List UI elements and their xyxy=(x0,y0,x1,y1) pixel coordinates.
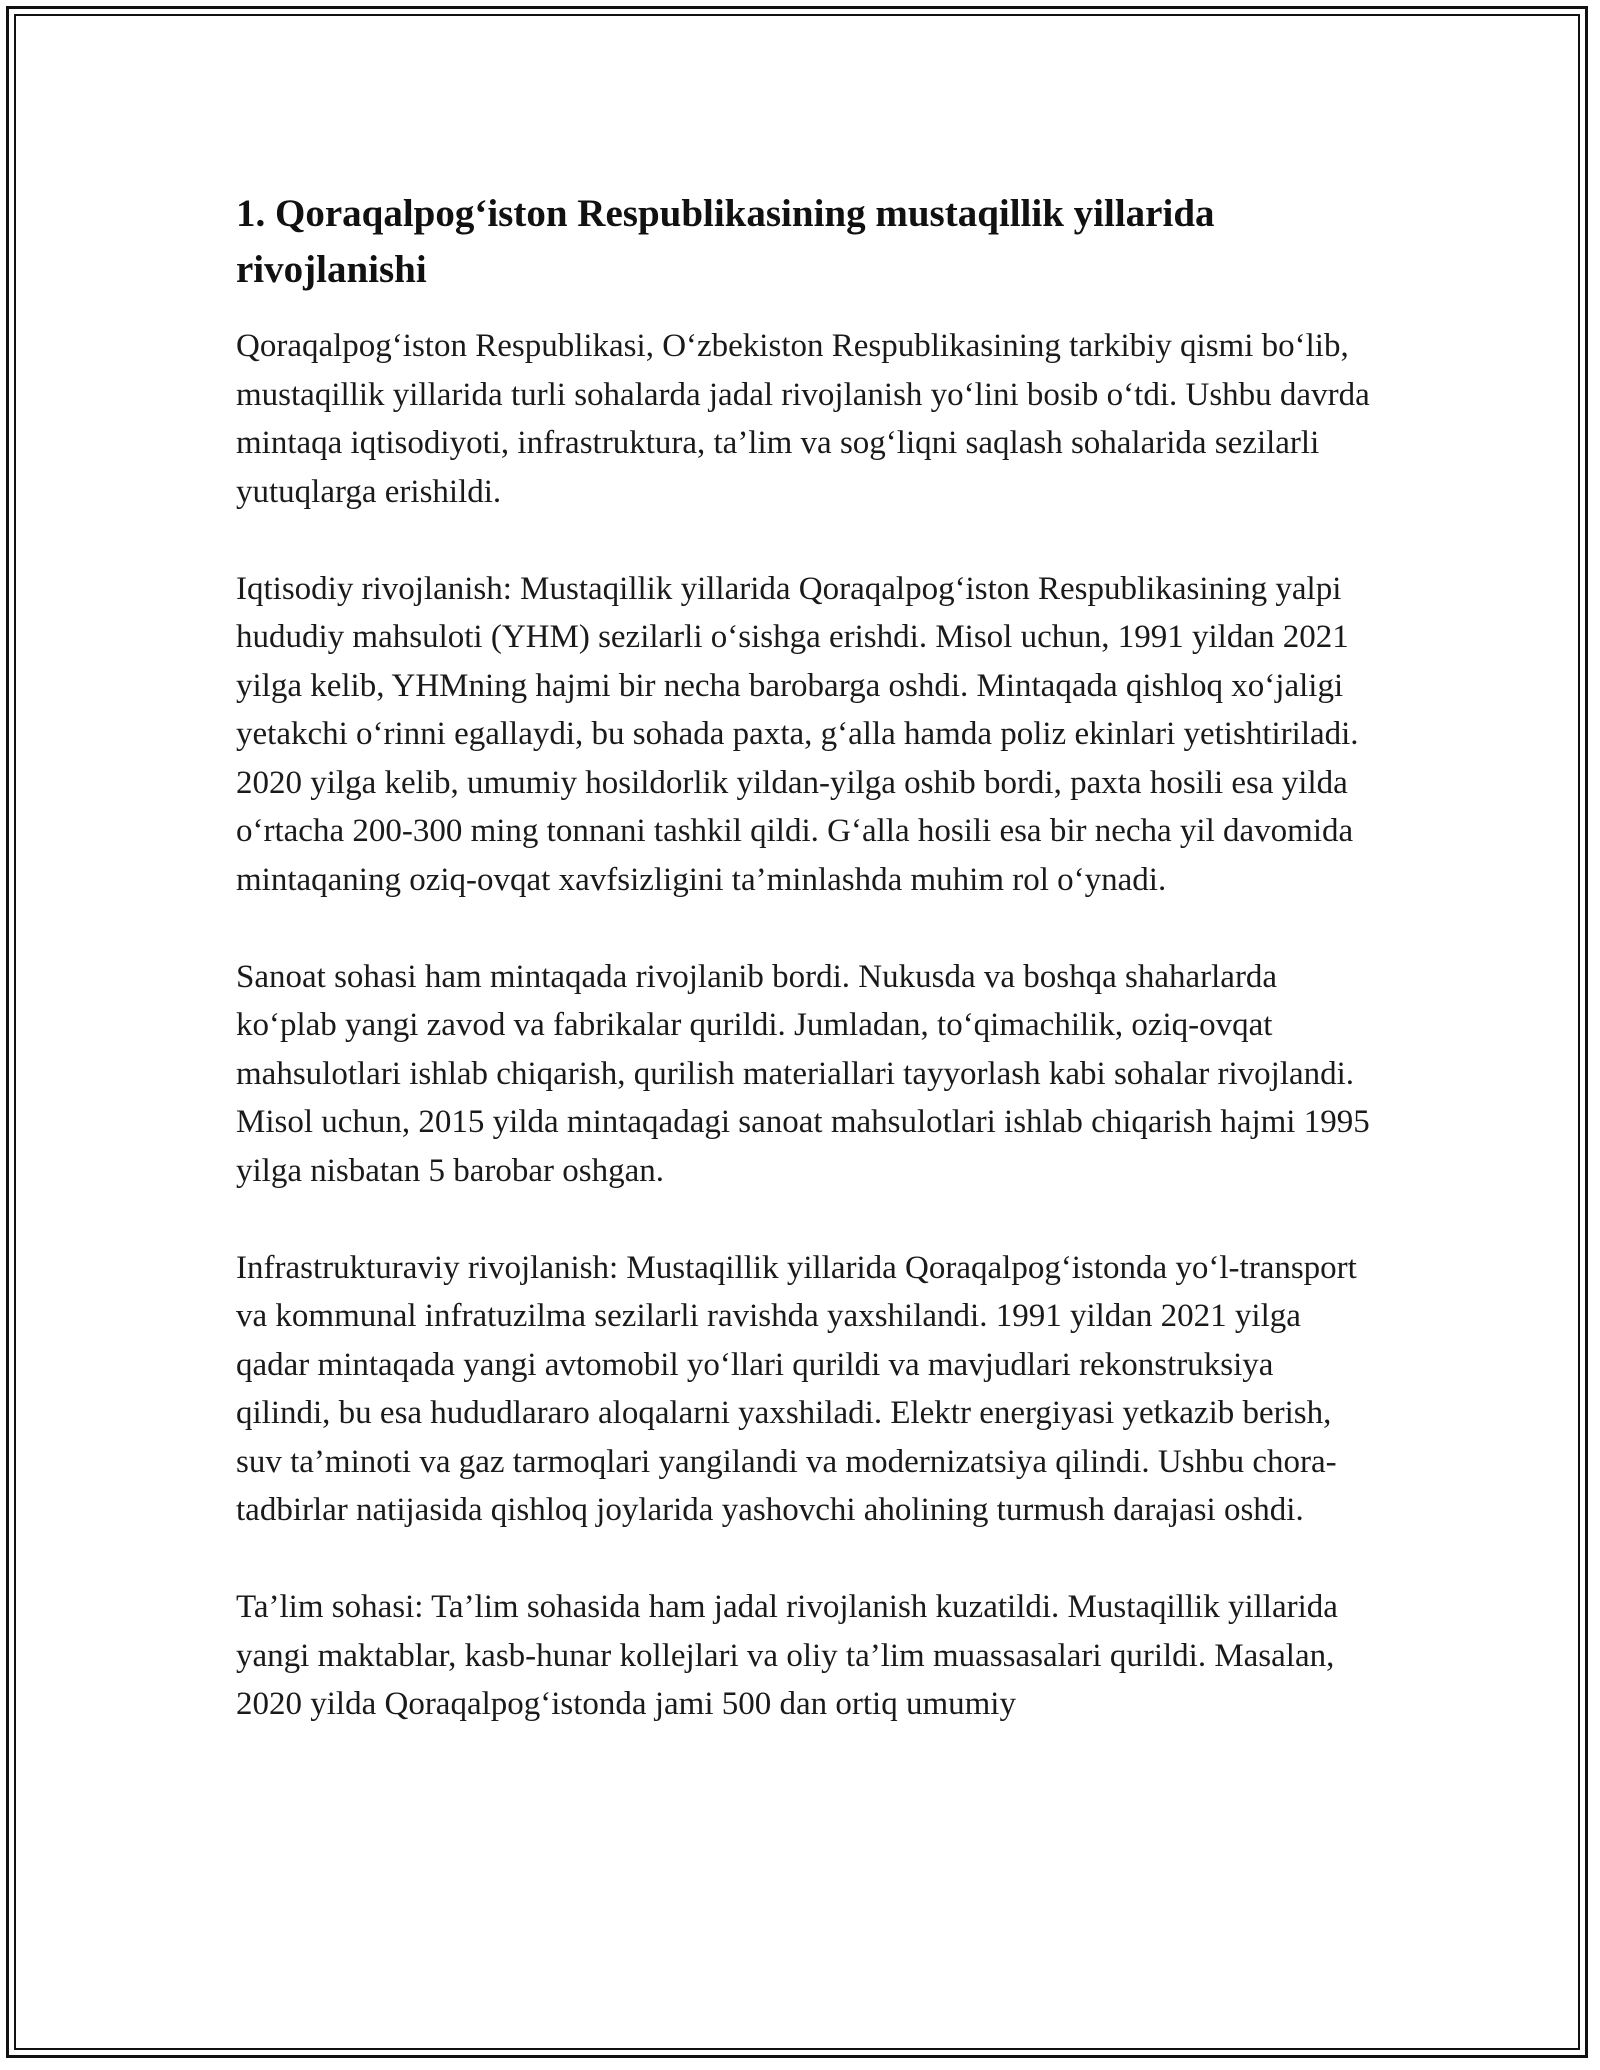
paragraph-education: Ta’lim sohasi: Ta’lim sohasida ham jadal rivojlanish kuzatildi. Mustaqillik yillarida yangi maktablar, kasb-hunar kollejlari va oliy ta’lim muassasalari qurildi. Masalan, 2020 yilda Qoraqalpog‘istonda jami 500 dan ortiq umumiy xyxy=(236,1589,1338,1722)
paragraph-intro: Qoraqalpog‘iston Respublikasi, O‘zbekiston Respublikasining tarkibiy qismi bo‘lib, mustaqillik yillarida turli sohalarda jadal rivojlanish yo‘lini bosib o‘tdi. Ushbu davrda mintaqa iqtisodiyoti, infrastruktura, ta’lim va sog‘liqni saqlash sohalarida sezilarli yutuqlarga erishildi. xyxy=(236,328,1370,510)
paragraph-infrastructure: Infrastrukturaviy rivojlanish: Mustaqillik yillarida Qoraqalpog‘istonda yo‘l-transport va kommunal infratuzilma sezilarli ravishda yaxshilandi. 1991 yildan 2021 yilga qadar mintaqada yangi avtomobil yo‘llari qurildi va mavjudlari rekonstruksiya qilindi, bu esa hududlararo aloqalarni yaxshiladi. Elektr energiyasi yetkazib berish, suv ta’minoti va gaz tarmoqlari yangilandi va modernizatsiya qilindi. Ushbu chora-tadbirlar natijasida qishloq joylarida yashovchi aholining turmush darajasi oshdi. xyxy=(236,1249,1357,1528)
paragraph-economic-development: Iqtisodiy rivojlanish: Mustaqillik yillarida Qoraqalpog‘iston Respublikasining yalpi hududiy mahsuloti (YHM) sezilarli o‘sishga erishdi. Misol uchun, 1991 yildan 2021 yilga kelib, YHMning hajmi bir necha barobarga oshdi. Mintaqada qishloq xo‘jaligi yetakchi o‘rinni egallaydi, bu sohada paxta, g‘alla hamda poliz ekinlari yetishtiriladi. 2020 yilga kelib, umumiy hosildorlik yildan-yilga oshib bordi, paxta hosili esa yilda o‘rtacha 200-300 ming tonnani tashkil qildi. G‘alla hosili esa bir necha yil davomida mintaqaning oziq-ovqat xavfsizligini ta’minlashda muhim rol o‘ynadi. xyxy=(236,570,1359,898)
document-title: 1. Qoraqalpog‘iston Respublikasining mustaqillik yillarida rivojlanishi xyxy=(236,192,1215,291)
paragraph-industry: Sanoat sohasi ham mintaqada rivojlanib bordi. Nukusda va boshqa shaharlarda ko‘plab yangi zavod va fabrikalar qurildi. Jumladan, to‘qimachilik, oziq-ovqat mahsulotlari ishlab chiqarish, qurilish materiallari tayyorlash kabi sohalar rivojlandi. Misol uchun, 2015 yilda mintaqadagi sanoat mahsulotlari ishlab chiqarish hajmi 1995 yilga nisbatan 5 barobar oshgan. xyxy=(236,958,1370,1189)
document-body xyxy=(236,186,1376,1777)
